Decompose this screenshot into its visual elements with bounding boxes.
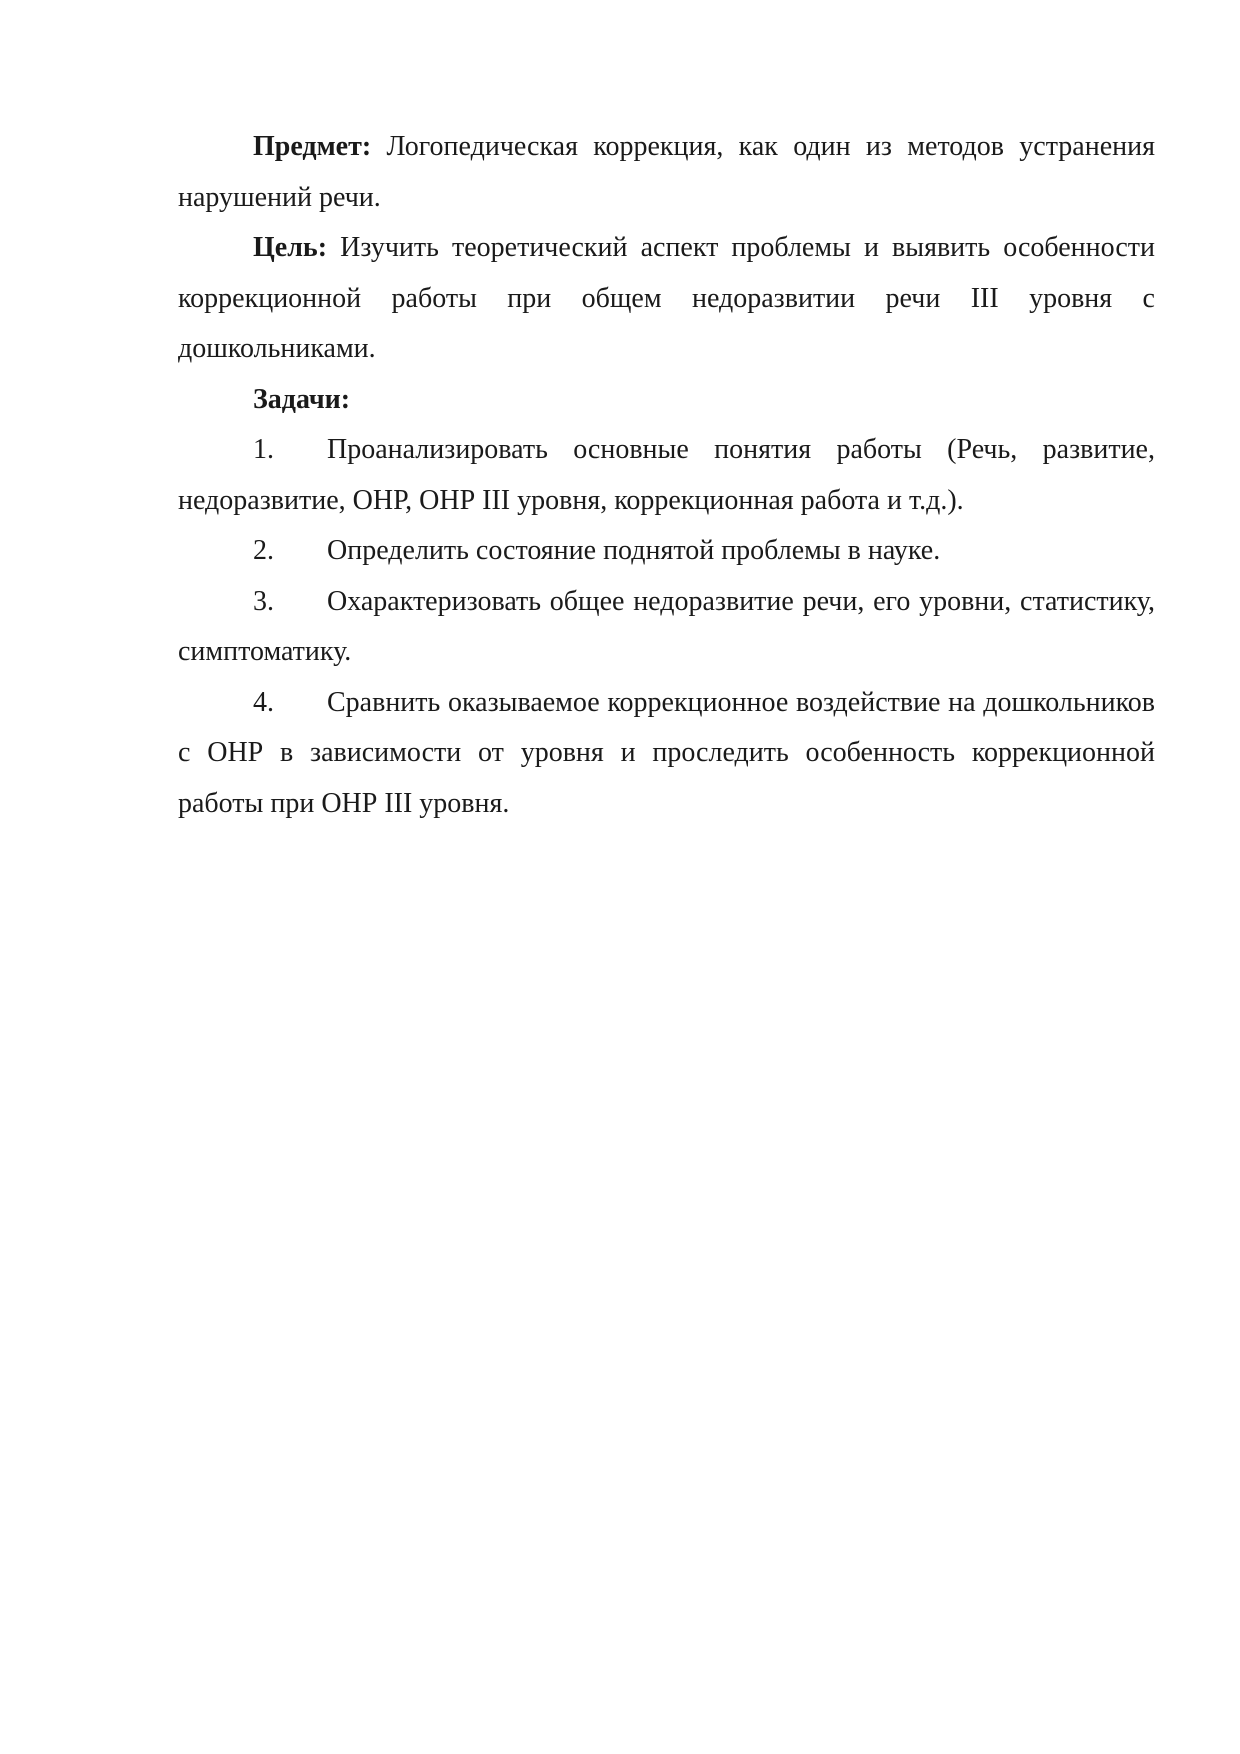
task-text-3: Охарактеризовать общее недоразвитие речи, его уровни, статистику, симптоматику.	[178, 585, 1155, 667]
task-number-1: 1.	[253, 434, 274, 465]
task-item-2	[178, 526, 1155, 577]
goal-text: Изучить теоретический аспект проблемы и выявить особенности коррекционной работы при общем недоразвитии речи III уровня с дошкольниками.	[178, 232, 1155, 364]
task-item-1	[178, 425, 1155, 526]
task-number-2: 2.	[253, 535, 274, 566]
task-number-4: 4.	[253, 686, 274, 718]
task-text-4: Сравнить оказываемое коррекционное воздействие на дошкольников с ОНР в зависимости от уровня и проследить особенность коррекционной работы при ОНР III уровня.	[178, 686, 1155, 819]
task-text-1: Проанализировать основные понятия работы (Речь, развитие, недоразвитие, ОНР, ОНР III уровня, коррекционная работа и т.д.).	[178, 434, 1155, 516]
subject-label: Предмет:	[253, 131, 372, 162]
subject-paragraph	[178, 122, 1155, 223]
tasks-heading-paragraph	[178, 375, 1155, 426]
goal-label: Цель:	[253, 232, 328, 263]
goal-paragraph	[178, 223, 1155, 375]
task-item-3	[178, 577, 1155, 678]
page-content	[178, 122, 1155, 829]
tasks-heading: Задачи:	[253, 383, 351, 415]
subject-text: Логопедическая коррекция, как один из методов устранения нарушений речи.	[178, 131, 1155, 213]
task-item-4	[178, 678, 1155, 830]
task-number-3: 3.	[253, 585, 274, 617]
task-text-2: Определить состояние поднятой проблемы в науке.	[327, 535, 941, 566]
